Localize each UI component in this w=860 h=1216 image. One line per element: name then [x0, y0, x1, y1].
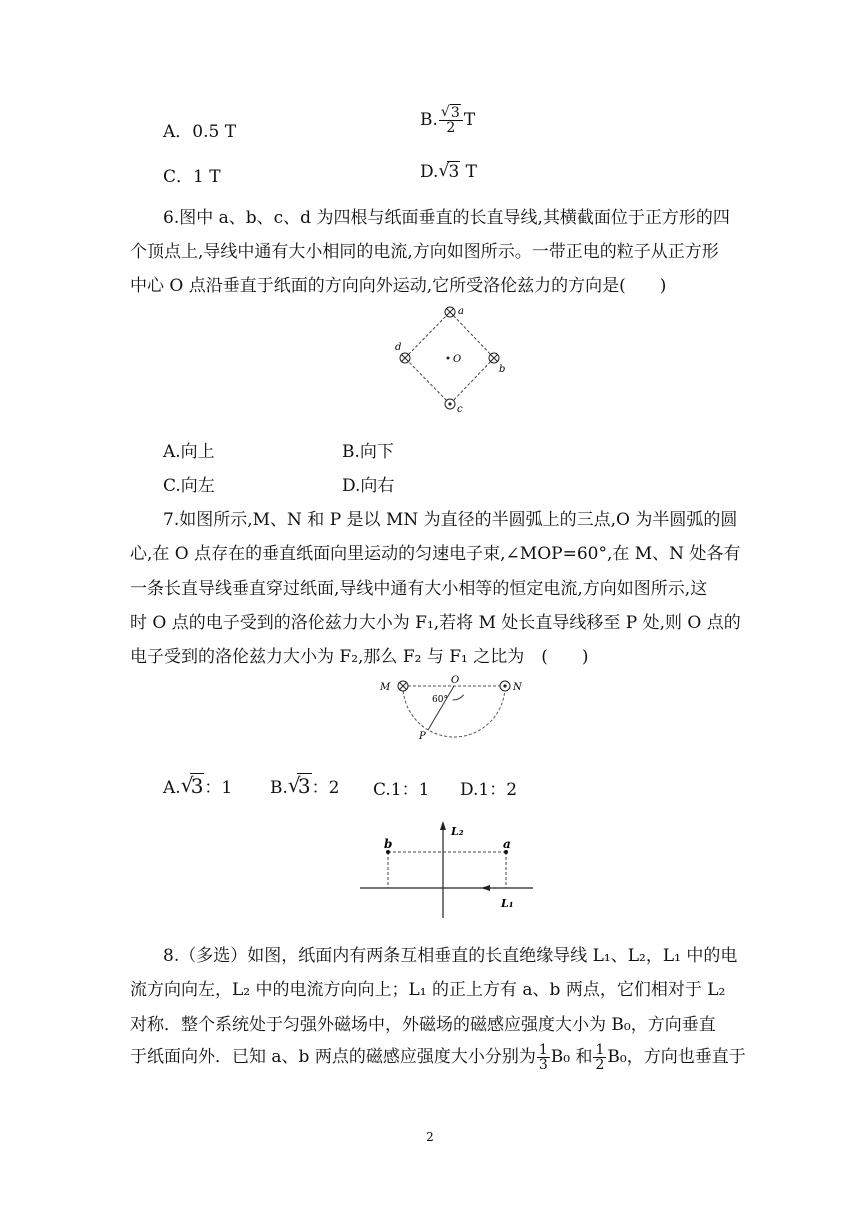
fraction-denominator: 3 [538, 1057, 548, 1073]
fraction-numerator: 1 [538, 1042, 548, 1058]
q7-line-2: 心,在 O 点存在的垂直纸面向里运动的匀速电子束,∠MOP=60°,在 M、N 处各有 [130, 544, 741, 564]
q7-option-a-prefix: A. [163, 778, 181, 798]
q8-line-4 [130, 1042, 746, 1072]
q8-line-3: 对称．整个系统处于匀强外磁场中，外磁场的磁感应强度大小为 B₀，方向垂直 [130, 1015, 716, 1035]
q8-fraction-one-third [537, 1043, 550, 1072]
q6-line-2: 个顶点上,导线中通有大小相同的电流,方向如图所示。一带正电的粒子从正方形 [130, 242, 719, 262]
q6-option-d: D.向右 [342, 476, 395, 496]
q8-fraction-one-half [593, 1043, 606, 1072]
q5-option-c: C．1 T [163, 167, 221, 187]
wire-c-out-of-page-icon [445, 399, 455, 409]
q7-option-a-ratio: ：1 [204, 778, 233, 798]
q6-option-b: B.向下 [342, 442, 394, 462]
q7-line-5: 电子受到的洛伦兹力大小为 F₂,那么 F₂ 与 F₁ 之比为 ( ) [130, 647, 589, 667]
q6-square-wires-figure [380, 300, 520, 415]
label-a: a [503, 837, 511, 851]
q8-perpendicular-wires-figure [355, 815, 540, 925]
l2-arrow-up-icon [440, 821, 446, 830]
q5-option-b-prefix: B. [420, 110, 438, 130]
label-o: O [451, 675, 460, 686]
label-p: P [419, 731, 426, 742]
q5-option-d-unit: T [460, 162, 478, 182]
q8-line-1: 8.（多选）如图，纸面内有两条互相垂直的长直绝缘导线 L₁、L₂，L₁ 中的电 [163, 946, 738, 966]
label-n: N [513, 682, 522, 693]
q5-option-a: A．0.5 T [163, 122, 237, 142]
sqrt-symbol [441, 106, 461, 120]
sqrt-symbol [181, 774, 205, 798]
q5-option-d [420, 162, 477, 182]
sqrt-symbol [288, 774, 312, 798]
l1-arrow-left-icon [481, 885, 490, 891]
q5-option-d-prefix: D. [420, 162, 439, 182]
wire-b-into-page-icon [489, 353, 499, 363]
q5-option-b-denominator: 2 [446, 120, 456, 136]
q6-option-c: C.向左 [163, 476, 215, 496]
wire-n-out-of-page-icon [500, 681, 510, 691]
q7-option-a-radicand: 3 [190, 774, 204, 798]
label-c: c [457, 404, 463, 415]
fraction-denominator: 2 [595, 1057, 605, 1073]
q7-semicircle-figure [375, 672, 525, 744]
q5-option-b [420, 106, 475, 135]
q6-line-3: 中心 O 点沿垂直于纸面的方向向外运动,它所受洛伦兹力的方向是( ) [130, 276, 667, 296]
page-number: 2 [426, 1130, 434, 1144]
q5-option-b-fraction [439, 106, 463, 135]
wire-d-into-page-icon [400, 353, 410, 363]
q5-option-b-radicand: 3 [450, 105, 460, 121]
q7-option-d: D.1：2 [460, 780, 518, 800]
q8-line-4-text: 于纸面向外．已知 a、b 两点的磁感应强度大小分别为 [130, 1047, 536, 1067]
q7-option-a [163, 773, 232, 798]
q5-option-d-radicand: 3 [448, 162, 460, 182]
label-b: b [499, 364, 506, 375]
label-l1: L₁ [501, 897, 514, 910]
q6-line-1: 6.图中 a、b、c、d 为四根与纸面垂直的长直导线,其横截面位于正方形的四 [163, 208, 730, 228]
label-d: d [395, 342, 402, 353]
center-point-o [447, 357, 450, 360]
q8-b0-and: B₀ 和 [550, 1047, 593, 1067]
q8-line-4-tail: B₀，方向也垂直于 [607, 1047, 746, 1067]
label-o: O [453, 354, 462, 365]
q7-option-c: C.1：1 [373, 780, 430, 800]
q7-line-1: 7.如图所示,M、N 和 P 是以 MN 为直径的半圆弧上的三点,O 为半圆弧的圆 [163, 510, 738, 530]
sqrt-symbol [438, 162, 460, 182]
label-l2: L₂ [451, 825, 464, 838]
label-b: b [384, 837, 393, 851]
q8-line-2: 流方向向左，L₂ 中的电流方向向上；L₁ 的正上方有 a、b 两点，它们相对于 L₂ [130, 980, 726, 1000]
angle-label: 60° [432, 695, 448, 705]
label-a: a [458, 306, 464, 317]
q7-option-b-radicand: 3 [297, 774, 311, 798]
q7-option-b-ratio: ：2 [311, 778, 340, 798]
q7-line-3: 一条长直导线垂直穿过纸面,导线中通有大小相等的恒定电流,方向如图所示,这 [130, 579, 708, 599]
wire-a-into-page-icon [445, 307, 455, 317]
q7-option-b [270, 773, 339, 798]
q7-option-b-prefix: B. [270, 778, 288, 798]
q7-line-4: 时 O 点的电子受到的洛伦兹力大小为 F₁,若将 M 处长直导线移至 P 处,则 O 点的 [130, 613, 741, 633]
wire-m-into-page-icon [398, 681, 408, 691]
fraction-numerator: 1 [595, 1042, 605, 1058]
q5-option-b-unit: T [463, 110, 476, 130]
q6-option-a: A.向上 [163, 442, 215, 462]
label-m: M [380, 682, 391, 693]
